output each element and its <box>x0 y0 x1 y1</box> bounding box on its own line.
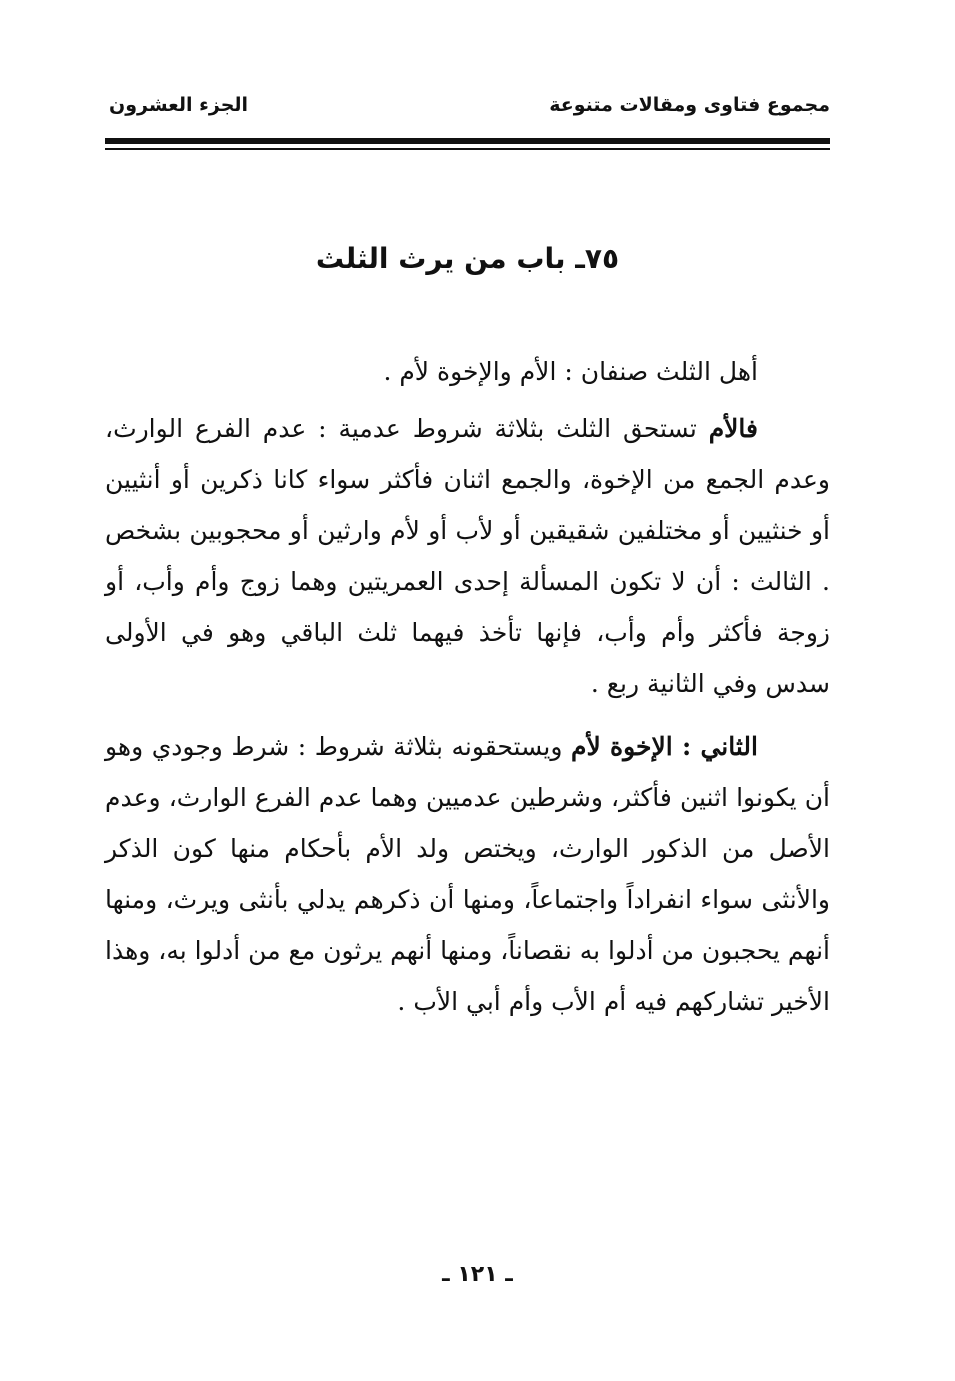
siblings-paragraph <box>105 721 830 1027</box>
page-number: ـ ١٢١ ـ <box>442 1262 513 1287</box>
siblings-text: ويستحقونه بثلاثة شروط : شرط وجودي وهو أن يكونوا اثنين فأكثر، وشرطين عدميين وهما عدم الفرع الوارث، وعدم الأصل من الذكور الوارث، ويختص ولد الأم بأحكام منها كون الذكر والأنثى سواء انفراداً واجتماعاً، ومنها أن ذكرهم يدلي بأنثى ويرث، ومنها أنهم يحجبون من أدلوا به نقصاناً، ومنها أنهم يرثون مع من أدلوا به، وهذا الأخير تشاركهم فيه أم الأب وأم أبي الأب . <box>105 732 830 1016</box>
book-title: مجموع فتاوى ومقالات متنوعة <box>549 94 830 116</box>
body-text <box>105 346 830 1039</box>
chapter-title: ٧٥ـ باب من يرث الثلث <box>315 242 620 275</box>
siblings-lead: الثاني : الإخوة لأم <box>570 732 758 761</box>
intro-paragraph: أهل الثلث صنفان : الأم والإخوة لأم . <box>383 357 758 386</box>
mother-paragraph <box>105 403 830 709</box>
header-rule-thin <box>105 148 830 150</box>
volume-label: الجزء العشرون <box>109 94 249 116</box>
mother-lead: فالأم <box>708 414 758 443</box>
running-header <box>105 94 830 134</box>
mother-text: تستحق الثلث بثلاثة شروط عدمية : عدم الفرع الوارث، وعدم الجمع من الإخوة، والجمع اثنان فأكثر سواء كانا ذكرين أو أنثيين أو خنثيين أو مختلفين شقيقين أو لأب أو لأم وارثين أو محجوبين بشخص . الثالث : أن لا تكون المسألة إحدى العمريتين وهما زوج وأم وأب، أو زوجة فأكثر وأم وأب، فإنها تأخذ فيهما ثلث الباقي وهو في الأولى سدس وفي الثانية ربع . <box>105 414 830 698</box>
header-rule-thick <box>105 138 830 144</box>
